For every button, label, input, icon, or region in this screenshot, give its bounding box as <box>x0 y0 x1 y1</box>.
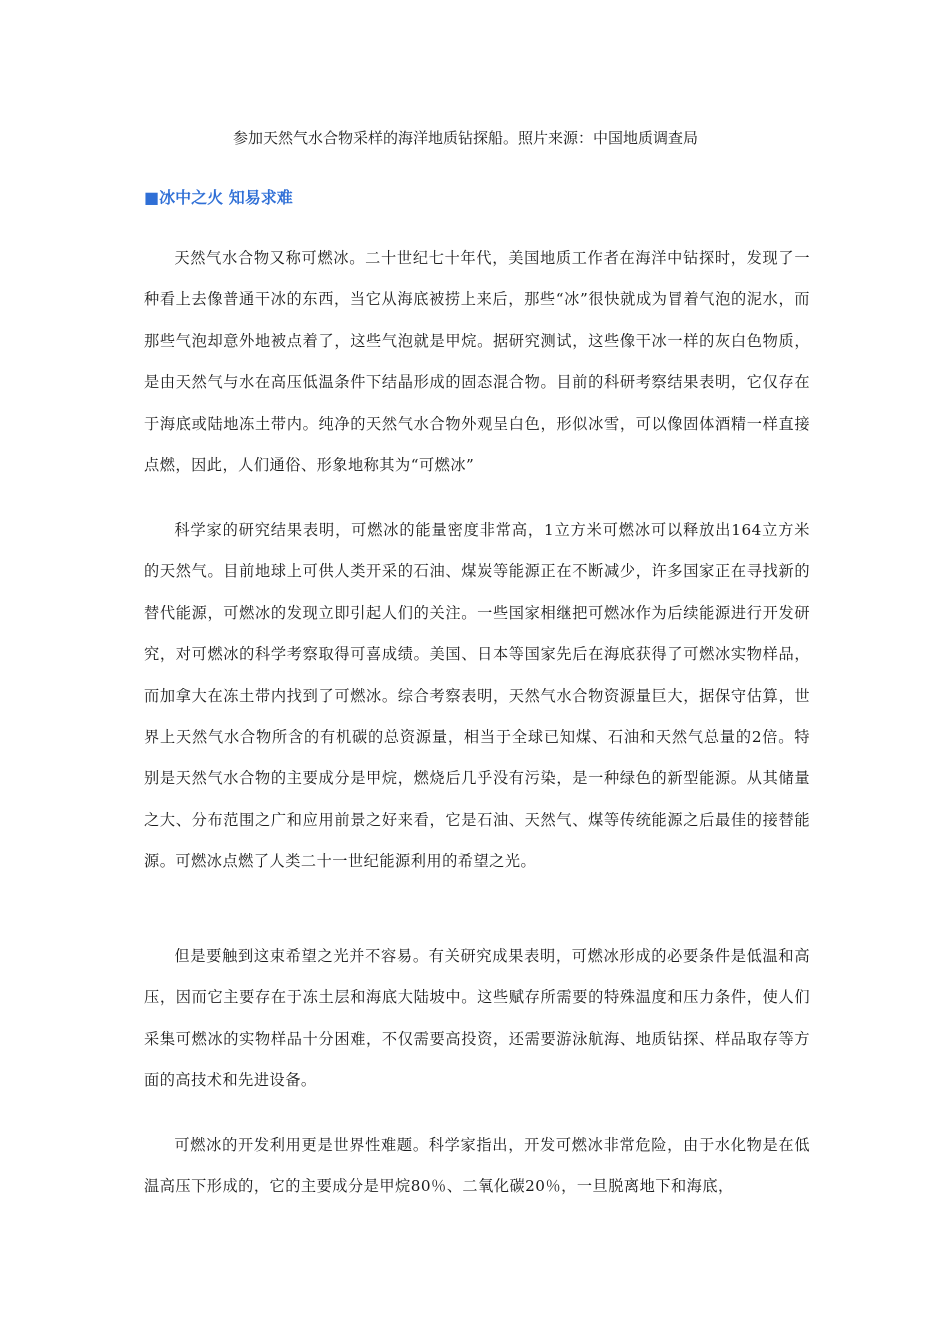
photo-caption: 参加天然气水合物采样的海洋地质钻探船。照片来源：中国地质调查局 <box>233 129 699 147</box>
paragraph-1: 天然气水合物又称可燃冰。二十世纪七十年代，美国地质工作者在海洋中钻探时，发现了一种看上去像普通干冰的东西，当它从海底被捞上来后，那些“冰”很快就成为冒着气泡的泥水，而那些气泡却意外地被点着了，这些气泡就是甲烷。据研究测试，这些像干冰一样的灰白色物质，是由天然气与水在高压低温条件下结晶形成的固态混合物。目前的科研考察结果表明，它仅存在于海底或陆地冻土带内。纯净的天然气水合物外观呈白色，形似冰雪，可以像固体酒精一样直接点燃，因此，人们通俗、形象地称其为“可燃冰” <box>144 249 810 475</box>
paragraph-2: 科学家的研究结果表明，可燃冰的能量密度非常高，1立方米可燃冰可以释放出164立方米的天然气。目前地球上可供人类开采的石油、煤炭等能源正在不断减少，许多国家正在寻找新的替代能源，可燃冰的发现立即引起人们的关注。一些国家相继把可燃冰作为后续能源进行开发研究，对可燃冰的科学考察取得可喜成绩。美国、日本等国家先后在海底获得了可燃冰实物样品，而加拿大在冻土带内找到了可燃冰。综合考察表明，天然气水合物资源量巨大，据保守估算，世界上天然气水合物所含的有机碳的总资源量，相当于全球已知煤、石油和天然气总量的2倍。特别是天然气水合物的主要成分是甲烷，燃烧后几乎没有污染，是一种绿色的新型能源。从其储量之大、分布范围之广和应用前景之好来看，它是石油、天然气、煤等传统能源之后最佳的接替能源。可燃冰点燃了人类二十一世纪能源利用的希望之光。 <box>144 521 810 871</box>
section-heading: ■冰中之火 知易求难 <box>144 188 293 207</box>
paragraph-4: 可燃冰的开发利用更是世界性难题。科学家指出，开发可燃冰非常危险，由于水化物是在低温高压下形成的，它的主要成分是甲烷80％、二氧化碳20％，一旦脱离地下和海底， <box>144 1136 810 1196</box>
paragraph-3: 但是要触到这束希望之光并不容易。有关研究成果表明，可燃冰形成的必要条件是低温和高压，因而它主要存在于冻土层和海底大陆坡中。这些赋存所需要的特殊温度和压力条件，使人们采集可燃冰的实物样品十分困难，不仅需要高投资，还需要游泳航海、地质钻探、样品取存等方面的高技术和先进设备。 <box>144 947 810 1090</box>
